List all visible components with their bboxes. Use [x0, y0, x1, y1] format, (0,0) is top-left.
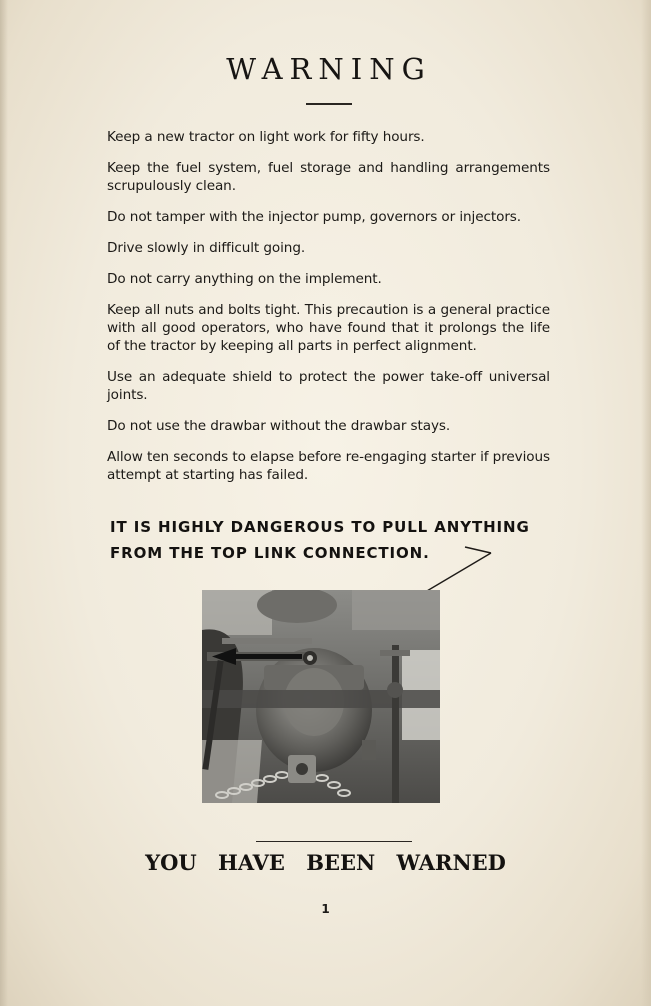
warning-item: Use an adequate shield to protect the power take-off universal joints. — [107, 369, 550, 403]
tractor-hitch-photo — [202, 590, 440, 803]
footer-warning: YOU HAVE BEEN WARNED — [145, 850, 506, 875]
warning-item: Do not carry anything on the implement. — [107, 271, 382, 287]
warning-item: Keep the fuel system, fuel storage and handling arrangements scrupulously clean. — [107, 160, 550, 194]
warning-item: Do not tamper with the injector pump, governors or injectors. — [107, 209, 522, 225]
warning-item: Allow ten seconds to elapse before re-engaging starter if previous attempt at starting has failed. — [107, 449, 550, 483]
warning-item: Keep all nuts and bolts tight. This precaution is a general practice with all good operators, who have found that it prolongs the life of the tractor by keeping all parts in perfect alignment. — [107, 302, 550, 354]
page-title: WARNING — [226, 52, 432, 86]
footer-rule — [256, 841, 412, 842]
danger-notice-line-1: IT IS HIGHLY DANGEROUS TO PULL ANYTHING — [110, 518, 530, 536]
warning-item: Keep a new tractor on light work for fifty hours. — [107, 129, 425, 145]
page-number: 1 — [321, 902, 330, 916]
warning-item: Do not use the drawbar without the drawbar stays. — [107, 418, 451, 434]
danger-notice-line-2: FROM THE TOP LINK CONNECTION. — [110, 544, 430, 562]
warning-item: Drive slowly in difficult going. — [107, 240, 306, 256]
